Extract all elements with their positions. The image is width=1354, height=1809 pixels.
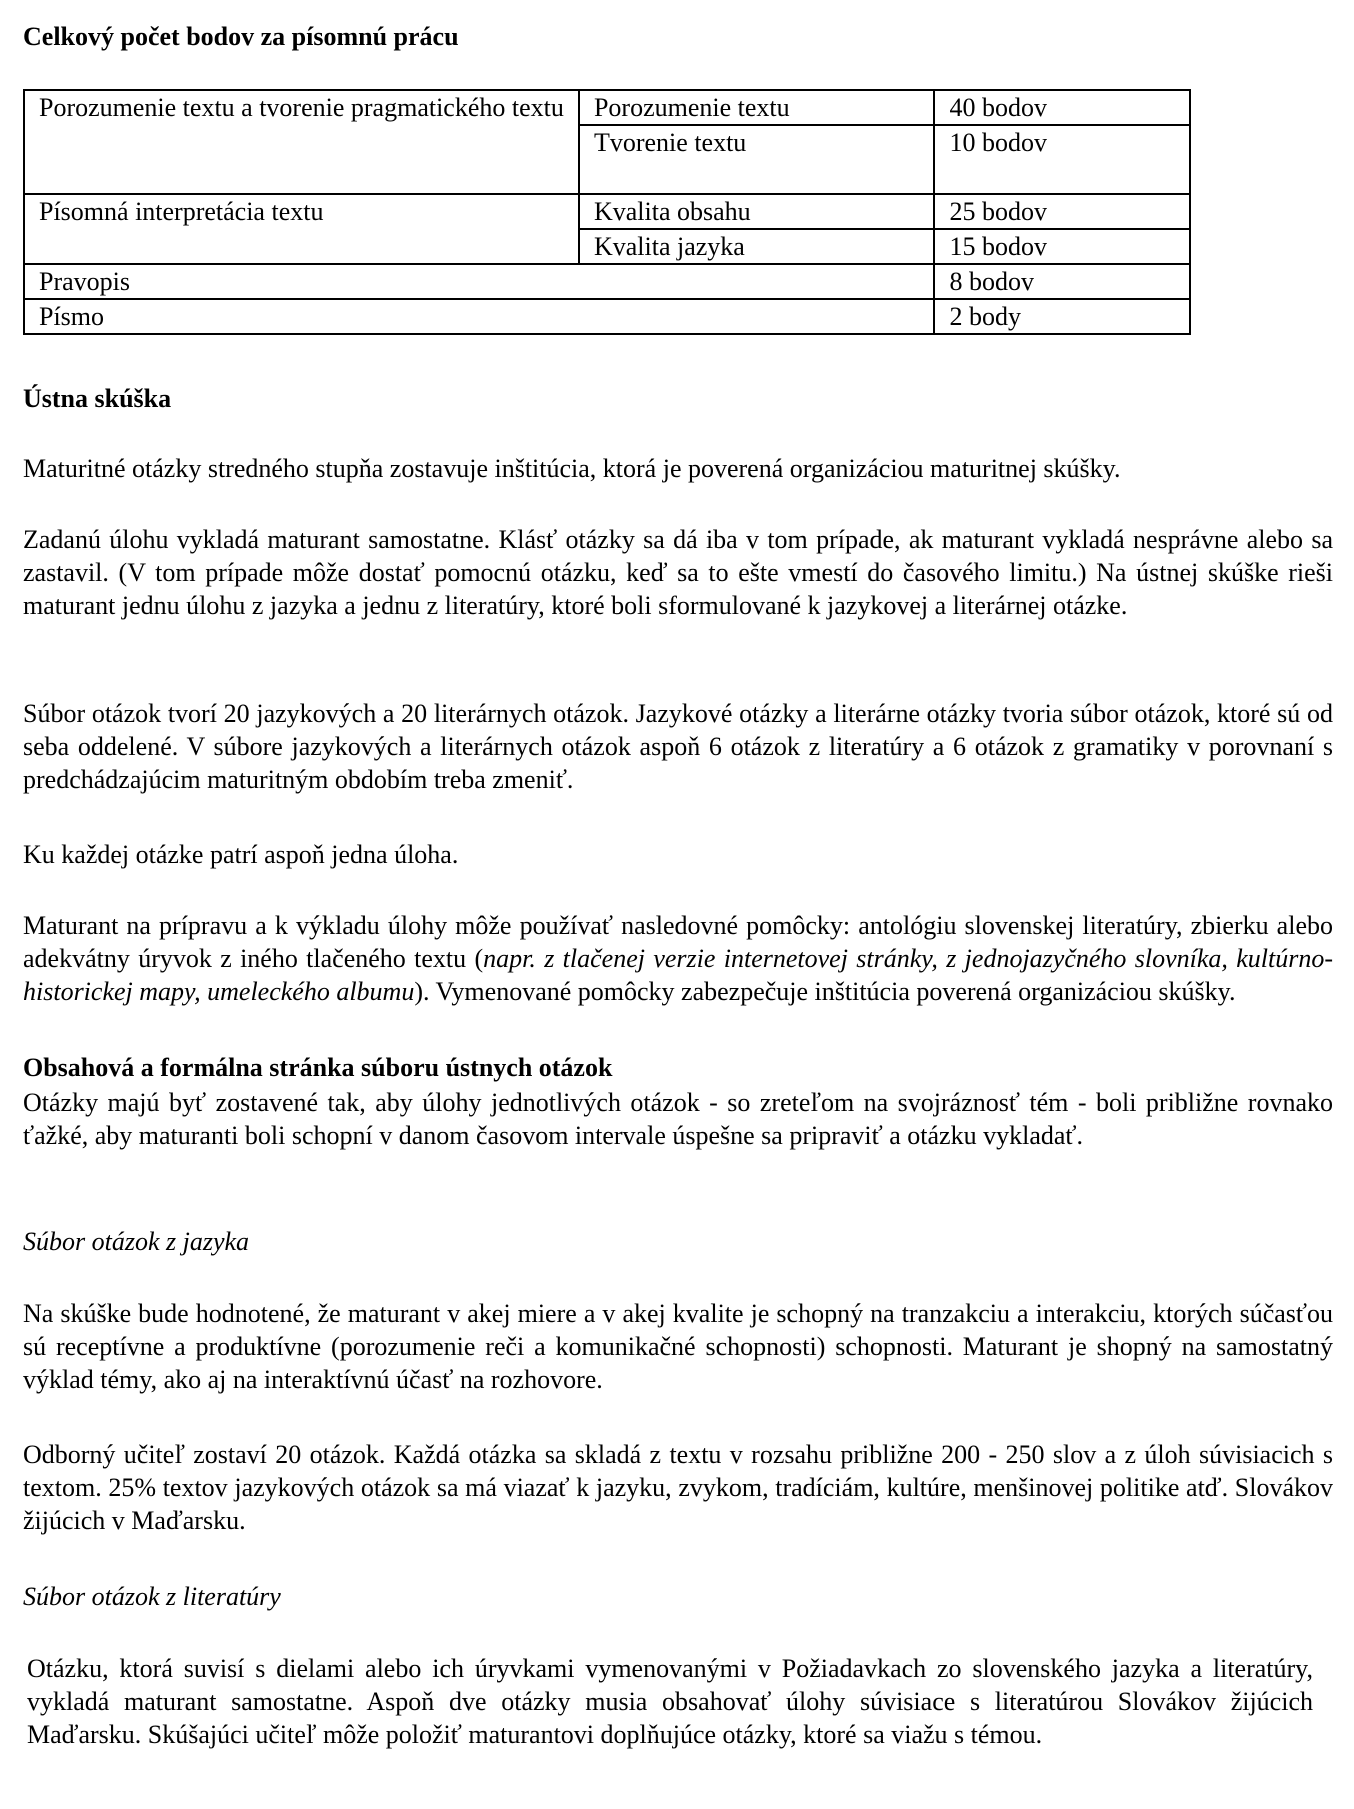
paragraph-5	[23, 909, 1333, 1008]
paragraph-6: Otázky majú byť zostavené tak, aby úlohy jednotlivých otázok - so zreteľom na svojráznosť tém - boli približne rovnako ťažké, aby maturanti boli schopní v danom časovom intervale úspešne sa pripraviť a otázku vykladať.	[23, 1088, 1333, 1150]
table-row2-category: Písomná interpretácia textu	[24, 194, 579, 264]
score-table	[23, 89, 1191, 335]
subheading-language: Súbor otázok z jazyka	[23, 1227, 250, 1256]
paragraph-9: Otázku, ktorá suvisí s dielami alebo ich úryvkami vymenovanými v Požiadavkach zo slovenského jazyka a literatúry, vykladá maturant samostatne. Aspoň dve otázky musia obsahovať úlohy súvisiace s literatúrou Slovákov žijúcich Maďarsku. Skúšajúci učiteľ môže položiť maturantovi doplňujúce otázky, ktoré sa viažu s témou.	[27, 1654, 1313, 1749]
table-row1-sub2: Tvorenie textu	[579, 125, 934, 194]
heading-content-form: Obsahová a formálna stránka súboru ústnych otázok	[23, 1053, 613, 1082]
table-row1-sub1: Porozumenie textu	[579, 90, 934, 125]
paragraph-8: Odborný učiteľ zostaví 20 otázok. Každá otázka sa skladá z textu v rozsahu približne 200 - 250 slov a z úloh súvisiacich s textom. 25% textov jazykových otázok sa má viazať k jazyku, zvykom, tradíciám, kultúre, menšinovej politike atď. Slovákov žijúcich v Maďarsku.	[23, 1440, 1333, 1535]
paragraph-5-text-c: ). Vymenované pomôcky zabezpečuje inštitúcia poverená organizáciou skúšky.	[414, 977, 1236, 1006]
table-row4-label: Písmo	[24, 299, 934, 334]
table-row1-points1: 40 bodov	[934, 90, 1190, 125]
paragraph-4: Ku každej otázke patrí aspoň jedna úloha.	[23, 840, 459, 869]
paragraph-5-text-a: Maturant na prípravu a k výkladu úlohy môže používať nasledovné pomôcky: antológiu slovenskej literatúry, zbierku alebo adekvátny úryvok z iného tlačeného textu (	[23, 911, 1333, 973]
table-row4-points: 2 body	[934, 299, 1190, 334]
table-row2-sub1: Kvalita obsahu	[579, 194, 934, 229]
table-row3-points: 8 bodov	[934, 264, 1190, 299]
table-row1-points2: 10 bodov	[934, 125, 1190, 194]
paragraph-3: Súbor otázok tvorí 20 jazykových a 20 literárnych otázok. Jazykové otázky a literárne otázky tvoria súbor otázok, ktoré sú od seba oddelené. V súbore jazykových a literárnych otázok aspoň 6 otázok z literatúry a 6 otázok z gramatiky v porovnaní s predchádzajúcim maturitným obdobím treba zmeniť.	[23, 699, 1333, 794]
table-row2-points2: 15 bodov	[934, 229, 1190, 264]
heading-oral-exam: Ústna skúška	[23, 384, 172, 413]
heading-total-score: Celkový počet bodov za písomnú prácu	[23, 22, 459, 51]
paragraph-2: Zadanú úlohu vykladá maturant samostatne. Klásť otázky sa dá iba v tom prípade, ak maturant vykladá nesprávne alebo sa zastavil. (V tom prípade môže dostať pomocnú otázku, keď sa to ešte vmestí do časového limitu.) Na ústnej skúške rieši maturant jednu úlohu z jazyka a jednu z literatúry, ktoré boli sformulované k jazykovej a literárnej otázke.	[23, 525, 1333, 620]
table-row2-points1: 25 bodov	[934, 194, 1190, 229]
paragraph-1: Maturitné otázky stredného stupňa zostavuje inštitúcia, ktorá je poverená organizáciou maturitnej skúšky.	[23, 454, 1121, 483]
paragraph-7: Na skúške bude hodnotené, že maturant v akej miere a v akej kvalite je schopný na tranzakciu a interakciu, ktorých súčasťou sú receptívne a produktívne (porozumenie reči a komunikačné schopnosti) schopnosti. Maturant je shopný na samostatný výklad témy, ako aj na interaktívnú účasť na rozhovore.	[23, 1299, 1333, 1394]
subheading-literature: Súbor otázok z literatúry	[23, 1582, 281, 1611]
table-row3-label: Pravopis	[24, 264, 934, 299]
table-row2-sub2: Kvalita jazyka	[579, 229, 934, 264]
paragraph-5-italic: napr. z tlačenej verzie internetovej stránky, z jednojazyčného slovníka, kultúrno-historickej mapy, umeleckého albumu	[23, 944, 1334, 1006]
table-row1-category: Porozumenie textu a tvorenie pragmatického textu	[24, 90, 579, 194]
